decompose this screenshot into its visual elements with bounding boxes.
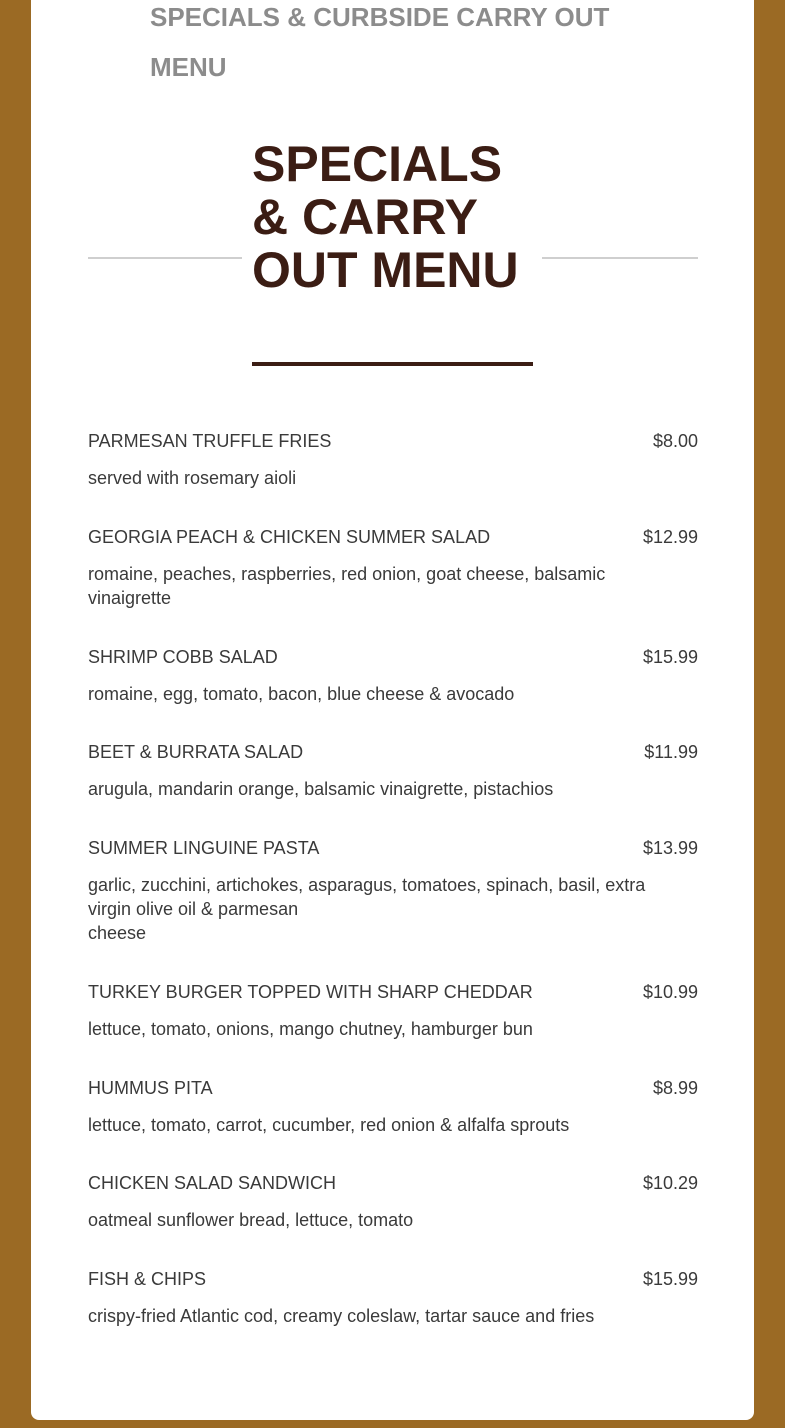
menu-item-description: arugula, mandarin orange, balsamic vinaigrette, pistachios (88, 779, 554, 799)
menu-item (88, 644, 698, 739)
menu-item-name: BEET & BURRATA SALAD (88, 742, 304, 762)
heading-underline (252, 362, 533, 366)
menu-item-description: lettuce, tomato, onions, mango chutney, hamburger bun (88, 1019, 533, 1039)
menu-item-description: lettuce, tomato, carrot, cucumber, red onion & alfalfa sprouts (88, 1115, 570, 1135)
menu-item-price: $12.99 (642, 527, 698, 547)
menu-item-description: oatmeal sunflower bread, lettuce, tomato (88, 1210, 414, 1230)
menu-item-name: SHRIMP COBB SALAD (88, 647, 278, 667)
menu-item-description: served with rosemary aioli (88, 468, 297, 488)
menu-item-name: FISH & CHIPS (88, 1269, 207, 1289)
menu-item (88, 524, 698, 644)
menu-item (88, 1075, 698, 1170)
menu-item-description: crispy-fried Atlantic cod, creamy coleslaw, tartar sauce and fries (88, 1306, 595, 1326)
menu-item-description: garlic, zucchini, artichokes, asparagus, tomatoes, spinach, basil, extra virgin olive oil & parmesan cheese (88, 875, 646, 943)
heading-rule-right (542, 257, 698, 259)
menu-item-description: romaine, egg, tomato, bacon, blue cheese & avocado (88, 684, 515, 704)
menu-item-name: CHICKEN SALAD SANDWICH (88, 1173, 337, 1193)
menu-item-price: $15.99 (642, 647, 698, 667)
menu-item-name: HUMMUS PITA (88, 1078, 213, 1098)
menu-item (88, 1266, 698, 1330)
menu-item-price: $10.29 (642, 1173, 698, 1193)
menu-item-name: GEORGIA PEACH & CHICKEN SUMMER SALAD (88, 527, 491, 547)
menu-list (88, 428, 698, 1330)
section-heading: SPECIALS & CARRY OUT MENU (252, 136, 519, 298)
menu-item-name: PARMESAN TRUFFLE FRIES (88, 431, 332, 451)
menu-item (88, 428, 698, 524)
heading-rule-left (88, 257, 242, 259)
menu-item-price: $15.99 (642, 1269, 698, 1289)
menu-item-price: $8.00 (652, 431, 698, 451)
menu-item-name: SUMMER LINGUINE PASTA (88, 838, 320, 858)
menu-item (88, 739, 698, 835)
menu-item (88, 979, 698, 1075)
menu-item-price: $10.99 (642, 982, 698, 1002)
menu-item (88, 1170, 698, 1266)
menu-item-name: TURKEY BURGER TOPPED WITH SHARP CHEDDAR (88, 982, 533, 1002)
menu-item-price: $11.99 (644, 742, 698, 762)
menu-item-price: $8.99 (652, 1078, 698, 1098)
menu-item (88, 835, 698, 979)
page-title: SPECIALS & CURBSIDE CARRY OUT MENU (150, 2, 610, 82)
menu-item-description: romaine, peaches, raspberries, red onion, goat cheese, balsamic vinaigrette (88, 564, 606, 608)
menu-item-price: $13.99 (642, 838, 698, 858)
